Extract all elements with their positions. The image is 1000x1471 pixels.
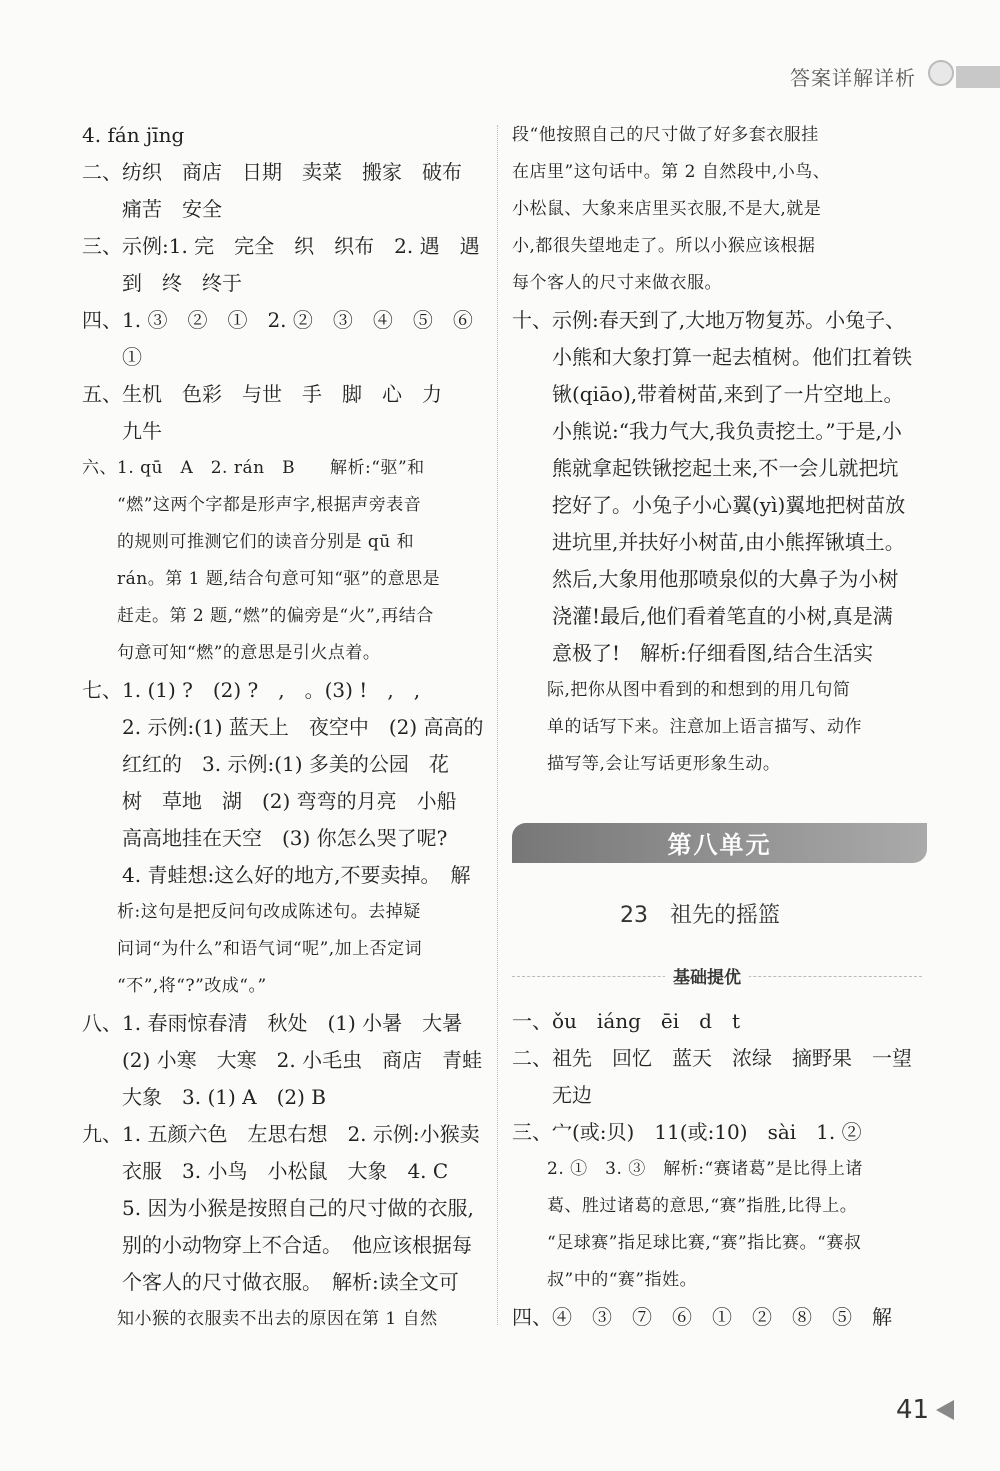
answer-line: 单的话写下来。注意加上语言描写、动作 xyxy=(512,717,862,737)
header-icon xyxy=(928,60,954,86)
answer-line: rán。第 1 题,结合句意可知“驱”的意思是 xyxy=(82,569,441,589)
answer-line: 小熊说:“我力气大,我负责挖土。”于是,小 xyxy=(512,419,902,443)
right-column-lower xyxy=(512,1003,932,1336)
page-number: 41 xyxy=(896,1395,930,1425)
unit-title: 第八单元 xyxy=(667,831,772,859)
answer-line: 挖好了。小兔子小心翼(yì)翼地把树苗放 xyxy=(512,493,906,517)
answer-line: 三、宀(或:贝) 11(或:10) sài 1. ② xyxy=(512,1120,862,1144)
answer-line: 然后,大象用他那喷泉似的大鼻子为小树 xyxy=(512,567,899,591)
answer-line: 际,把你从图中看到的和想到的用几句简 xyxy=(512,680,851,700)
answer-line: 锹(qiāo),带着树苗,来到了一片空地上。 xyxy=(512,382,904,406)
header-bar xyxy=(956,66,1000,88)
unit-banner xyxy=(512,823,927,863)
answer-line: 葛、胜过诸葛的意思,“赛”指胜,比得上。 xyxy=(512,1196,858,1216)
left-column xyxy=(82,117,482,1338)
answer-line: 二、祖先 回忆 蓝天 浓绿 摘野果 一望 xyxy=(512,1046,912,1070)
answer-line: “不”,将“?”改成“。” xyxy=(82,976,267,996)
answer-line: 4. fán jīng xyxy=(82,123,185,147)
answer-line: 4. 青蛙想:这么好的地方,不要卖掉。 解 xyxy=(82,863,471,887)
answer-line: 六、1. qū A 2. rán B 解析:“驱”和 xyxy=(82,458,425,478)
answer-line: 在店里”这句话中。第 2 自然段中,小鸟、 xyxy=(512,162,831,182)
answer-line: 小,都很失望地走了。所以小猴应该根据 xyxy=(512,236,816,256)
answer-line: 无边 xyxy=(512,1083,592,1107)
answer-line: 一、ǒu iáng ēi d t xyxy=(512,1009,740,1033)
answer-line: 七、1. (1) ? (2) ? , 。(3) ! , , xyxy=(82,678,421,702)
answer-line: 四、④ ③ ⑦ ⑥ ① ② ⑧ ⑤ 解 xyxy=(512,1305,892,1329)
answer-line: 句意可知“燃”的意思是引火点着。 xyxy=(82,643,381,663)
lesson-title: 23 祖先的摇篮 xyxy=(620,903,780,928)
answer-line: 二、纺织 商店 日期 卖菜 搬家 破布 xyxy=(82,160,462,184)
answer-line: (2) 小寒 大寒 2. 小毛虫 商店 青蛙 xyxy=(82,1048,483,1072)
answer-line: 5. 因为小猴是按照自己的尺寸做的衣服, xyxy=(82,1196,474,1220)
answer-line: 知小猴的衣服卖不出去的原因在第 1 自然 xyxy=(82,1309,438,1329)
answer-line: 每个客人的尺寸来做衣服。 xyxy=(512,273,722,293)
answer-line: 个客人的尺寸做衣服。 解析:读全文可 xyxy=(82,1270,459,1294)
answer-line: 浇灌!最后,他们看着笔直的小树,真是满 xyxy=(512,604,893,628)
page-marker-icon xyxy=(936,1400,954,1420)
header-title: 答案详解详析 xyxy=(790,66,916,90)
column-divider xyxy=(497,125,498,1325)
answer-line: 意极了! 解析:仔细看图,结合生活实 xyxy=(512,641,874,665)
section-label: 基础提优 xyxy=(665,963,749,988)
answer-line: 熊就拿起铁锹挖起土来,不一会儿就把坑 xyxy=(512,456,899,480)
answer-line: 九、1. 五颜六色 左思右想 2. 示例:小猴卖 xyxy=(82,1122,480,1146)
answer-line: 进坑里,并扶好小树苗,由小熊挥锹填土。 xyxy=(512,530,905,554)
answer-line: 到 终 终于 xyxy=(82,271,242,295)
answer-line: 小熊和大象打算一起去植树。他们扛着铁 xyxy=(512,345,912,369)
answer-line: 2. ① 3. ③ 解析:“赛诸葛”是比得上诸 xyxy=(512,1159,863,1179)
answer-line: 大象 3. (1) A (2) B xyxy=(82,1085,326,1109)
answer-line: 高高地挂在天空 (3) 你怎么哭了呢? xyxy=(82,826,448,850)
answer-line: 痛苦 安全 xyxy=(82,197,222,221)
answer-line: 2. 示例:(1) 蓝天上 夜空中 (2) 高高的 xyxy=(82,715,484,739)
answer-line: 赶走。第 2 题,“燃”的偏旁是“火”,再结合 xyxy=(82,606,434,626)
answer-line: 问词“为什么”和语气词“呢”,加上否定词 xyxy=(82,939,423,959)
answer-line: 红红的 3. 示例:(1) 多美的公园 花 xyxy=(82,752,449,776)
answer-line: 九牛 xyxy=(82,419,162,443)
answer-line: 叔”中的“赛”指姓。 xyxy=(512,1270,698,1290)
answer-line: 析:这句是把反问句改成陈述句。去掉疑 xyxy=(82,902,421,922)
answer-line: 十、示例:春天到了,大地万物复苏。小兔子、 xyxy=(512,308,906,332)
answer-line: 五、生机 色彩 与世 手 脚 心 力 xyxy=(82,382,442,406)
answer-line: 小松鼠、大象来店里买衣服,不是大,就是 xyxy=(512,199,822,219)
answer-line: ① xyxy=(82,345,142,369)
answer-line: 树 草地 湖 (2) 弯弯的月亮 小船 xyxy=(82,789,457,813)
answer-line: 八、1. 春雨惊春清 秋处 (1) 小暑 大暑 xyxy=(82,1011,463,1035)
answer-line: 描写等,会让写话更形象生动。 xyxy=(512,754,781,774)
answer-line: 的规则可推测它们的读音分别是 qū 和 xyxy=(82,532,415,552)
answer-line: 别的小动物穿上不合适。 他应该根据每 xyxy=(82,1233,472,1257)
answer-line: “足球赛”指足球比赛,“赛”指比赛。“赛叔 xyxy=(512,1233,862,1253)
answer-line: 段“他按照自己的尺寸做了好多套衣服挂 xyxy=(512,125,819,145)
answer-line: 衣服 3. 小鸟 小松鼠 大象 4. C xyxy=(82,1159,449,1183)
answer-line: 三、示例:1. 完 完全 织 织布 2. 遇 遇 xyxy=(82,234,480,258)
right-column xyxy=(512,117,932,783)
answer-line: 四、1. ③ ② ① 2. ② ③ ④ ⑤ ⑥ xyxy=(82,308,473,332)
answer-line: “燃”这两个字都是形声字,根据声旁表音 xyxy=(82,495,422,515)
